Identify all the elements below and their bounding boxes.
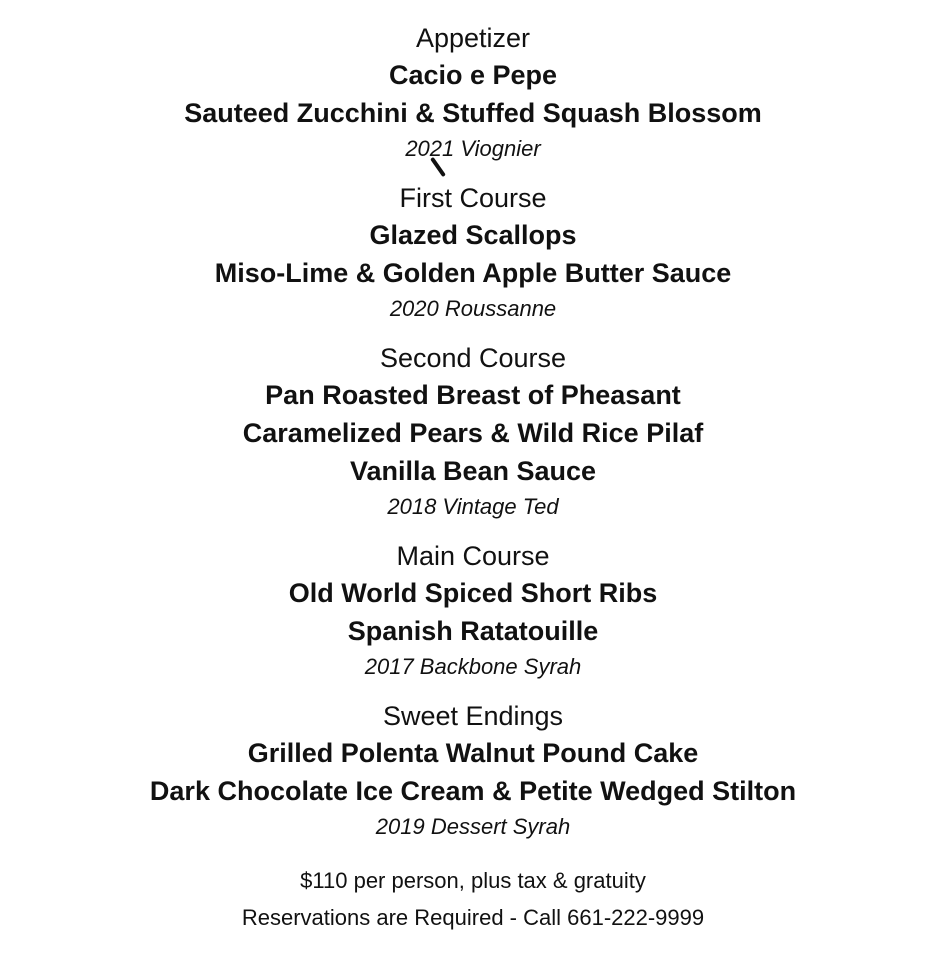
course-heading: Second Course bbox=[379, 343, 567, 373]
course-heading: Sweet Endings bbox=[382, 701, 564, 731]
dish-name: Grilled Polenta Walnut Pound Cake bbox=[247, 738, 699, 768]
course-heading: First Course bbox=[399, 183, 547, 213]
wine-pairing: 2017 Backbone Syrah bbox=[364, 654, 582, 679]
wine-pairing: 2019 Dessert Syrah bbox=[375, 814, 571, 839]
dish-name: Sauteed Zucchini & Stuffed Squash Blossom bbox=[184, 98, 762, 128]
dish-name: Dark Chocolate Ice Cream & Petite Wedged Stilton bbox=[149, 776, 797, 806]
dish-name: Glazed Scallops bbox=[369, 220, 577, 250]
menu-footer bbox=[0, 862, 946, 936]
menu bbox=[0, 20, 946, 936]
dish-name: Vanilla Bean Sauce bbox=[349, 456, 597, 486]
course-heading: Main Course bbox=[396, 541, 550, 571]
course-dessert bbox=[0, 698, 946, 844]
dish-name: Caramelized Pears & Wild Rice Pilaf bbox=[242, 418, 704, 448]
dish-name: Spanish Ratatouille bbox=[347, 616, 599, 646]
course-first bbox=[0, 180, 946, 326]
course-main bbox=[0, 538, 946, 684]
course-appetizer bbox=[0, 20, 946, 166]
dish-name: Pan Roasted Breast of Pheasant bbox=[265, 380, 681, 410]
wine-pairing: 2021 Viognier bbox=[405, 136, 541, 161]
wine-pairing: 2018 Vintage Ted bbox=[387, 494, 559, 519]
course-heading: Appetizer bbox=[415, 23, 531, 53]
dish-name: Cacio e Pepe bbox=[388, 60, 558, 90]
course-second bbox=[0, 340, 946, 524]
wine-pairing: 2020 Roussanne bbox=[389, 296, 557, 321]
reservation-note: Reservations are Required - Call 661-222-9999 bbox=[241, 905, 705, 930]
dish-name: Miso-Lime & Golden Apple Butter Sauce bbox=[214, 258, 732, 288]
dish-name: Old World Spiced Short Ribs bbox=[288, 578, 658, 608]
price-note: $110 per person, plus tax & gratuity bbox=[300, 868, 646, 893]
